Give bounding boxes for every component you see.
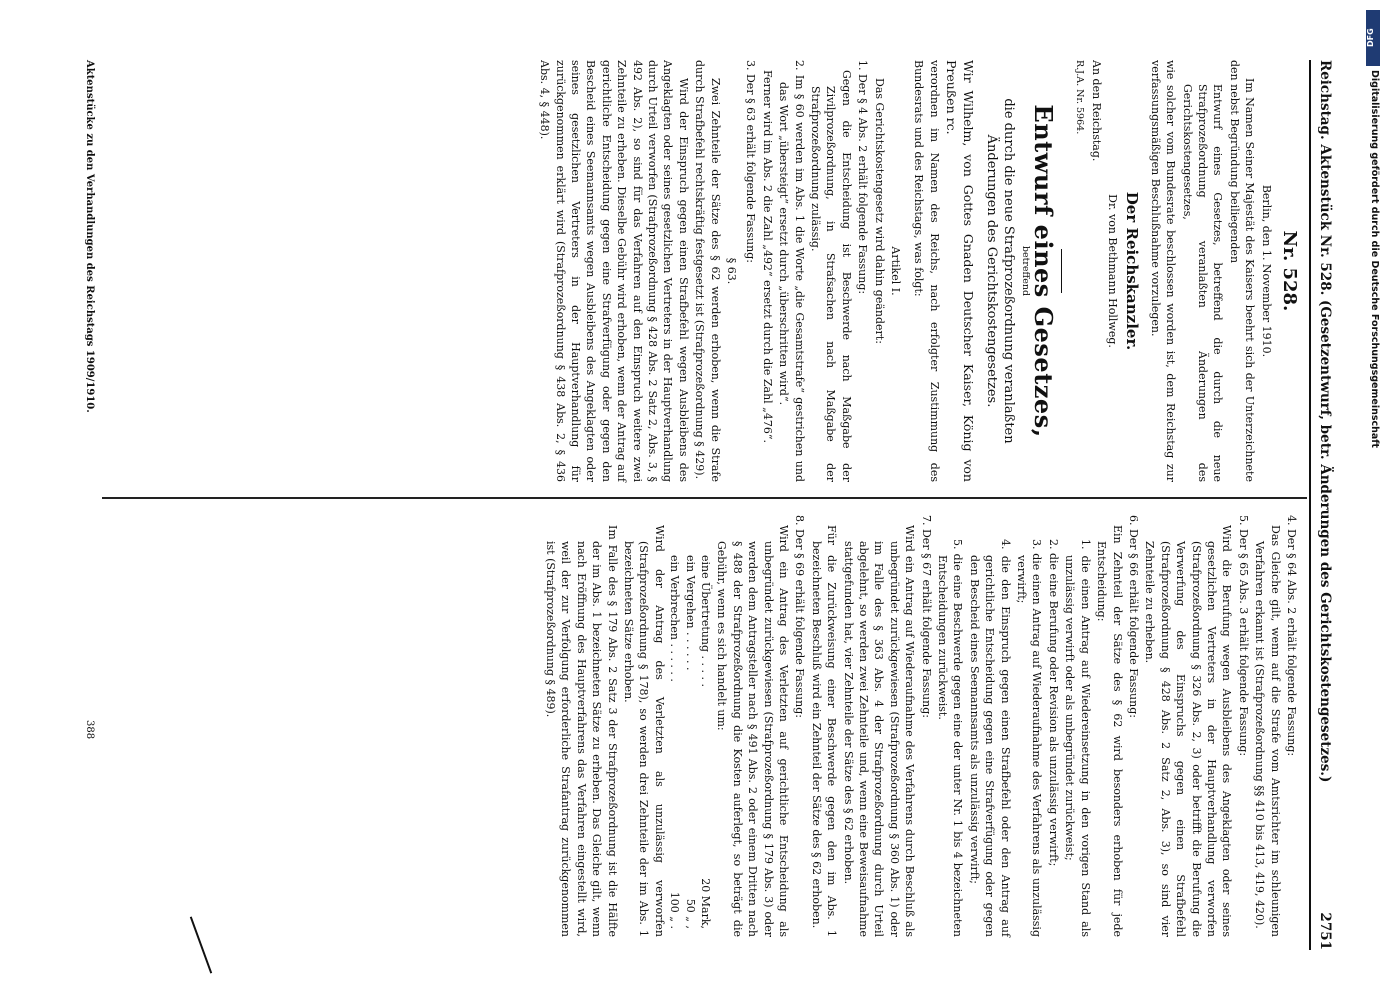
list-item: 3. Der § 63 erhält folgende Fassung: (744, 60, 758, 263)
fee-label: ein Verbrechen . . . . . . (668, 555, 682, 682)
left-column (536, 60, 1299, 482)
list-item: 1. die einen Antrag auf Wiedereinsetzung in den vorigen Stand als unzulässig verwirft oder als unbegründet zurückweist; (1063, 539, 1092, 937)
funding-credit: Digitalisierung gefördert durch die Deutsche Forschungsgemeinschaft (1369, 70, 1380, 448)
list-item: 5. Der § 65 Abs. 3 erhält folgende Fassung: (1236, 515, 1250, 757)
list-item: Das Gleiche gilt, wenn auf die Strafe vom Amtsrichter im schleunigen Verfahren erkannt ist (Strafprozeßordnung §§ 410 bis 413, 419, 420). (1253, 525, 1282, 937)
signature-title: Der Reichskanzler. (1123, 191, 1142, 351)
article-intro: Das Gerichtskostengesetz wird dahin geändert: (872, 78, 886, 344)
addressee: An den Reichstag. (1089, 60, 1103, 162)
list-item: Gegen die Entscheidung ist Beschwerde nach Maßgabe der Zivilprozeßordnung, in Strafsachen nach Maßgabe der Strafprozeßordnung zulässig. (809, 70, 853, 482)
signature-name: Dr. von Bethmann Hollweg. (1105, 194, 1119, 348)
list-item: Ferner wird im Abs. 2 die Zahl „492“ ersetzt durch die Zahl „476“. (760, 70, 774, 443)
list-item: 2. die eine Berufung oder Revision als unzulässig verwirft; (1046, 539, 1060, 867)
fee-row (682, 515, 697, 937)
page-code: 388 (84, 720, 95, 740)
fee-label: ein Vergehen . . . . . . (683, 555, 697, 671)
article-heading: Artikel I. (889, 246, 903, 296)
list-item: 1. Der § 4 Abs. 2 erhält folgende Fassung: (856, 60, 870, 295)
fee-row (667, 515, 682, 937)
page-number: 2751 (1317, 912, 1333, 950)
list-item: Wird der Antrag des Verletzten als unzulässig verworfen (Strafprozeßordnung § 178), so werden drei Zehnteile der im Abs. 1 bezeichneten Sätze erhoben. (621, 525, 666, 937)
intro-paragraph: Im Namen Seiner Majestät des Kaisers beehrt sich der Unterzeichnete den nebst Begründung beiliegenden (1227, 60, 1257, 482)
section-63-heading: § 63. (725, 257, 739, 285)
resolution-paragraph: wie solcher vom Bundesrate beschlossen worden ist, dem Reichstag zur verfassungsmäßigen Beschlußnahme vorzulegen. (1148, 60, 1178, 482)
fee-label: eine Übertretung . . . . . (698, 555, 712, 687)
list-item: Wird die Berufung wegen Ausbleibens des Angeklagten oder seines gesetzlichen Vertreters in der Hauptverhandlung verworfen (Strafprozeßordnung § 326 Abs. 2, 3) oder betrifft die Berufung die Verwerfung des Einspruchs gegen einen Strafbefehl (Strafprozeßordnung § 428 Abs. 2 Satz 2, Abs. 3), so sind vier Zehnteile zu erheben. (1143, 525, 1234, 937)
reference-number: R.J.A. Nr. 5964. (1074, 60, 1086, 135)
right-column (542, 515, 1300, 937)
fee-amount: 100 „ . (668, 891, 682, 929)
list-item: Für die Zurückweisung einer Beschwerde gegen den im Abs. 1 bezeichneten Beschluß wird ein Zehnteil der Sätze des § 62 erhoben. (809, 525, 839, 937)
list-item: 7. Der § 67 erhält folgende Fassung: (919, 515, 933, 718)
list-item: 4. die den Einspruch gegen einen Strafbefehl oder den Antrag auf gerichtliche Entscheidung gegen eine Strafverfügung oder gegen den Bescheid eines Seemannsamts als unzulässig verwirft; (967, 539, 1012, 937)
separator-rule (1061, 249, 1062, 293)
header-title: Reichstag. Aktenstück Nr. 528. (Gesetzentwurf, betr. Änderungen des Gerichtskostengesetzes.) (1317, 60, 1333, 783)
draft-title: Entwurf eines Gesetzes, betreffend die durch die neue Strafprozeßordnung veranlaßten Änderungen des Gerichtskostengesetzes, (1180, 84, 1225, 482)
column-divider (102, 497, 1307, 499)
section-63-paragraph-1: Zwei Zehnteile der Sätze des § 62 werden erhoben, wenn die Strafe durch Strafbefehl rechtskräftig festgesetzt ist (Strafprozeßordnung § 429). (693, 60, 722, 482)
list-item: 2. Im § 60 werden im Abs. 1 die Worte „die Gesamtstrafe“ gestrichen und das Wort „übersteigt“ ersetzt durch „überschritten wird“. (777, 60, 806, 482)
fee-row (698, 515, 713, 937)
list-item: 5. die eine Beschwerde gegen eine der unter Nr. 1 bis 4 bezeichneten Entscheidungen zurückweist. (936, 539, 965, 937)
dfg-logo: DFG (1366, 10, 1380, 66)
list-item: Wird ein Antrag des Verletzten auf gerichtliche Entscheidung als unbegründet zurückgewiesen (Strafprozeßordnung § 179 Abs. 3) oder werden dem Antragsteller nach § 491 Abs. 2 oder einem Dritten nach § 488 der Strafprozeßordnung die Kosten auferlegt, so beträgt die Gebühr, wenn es sich handelt um: (715, 525, 790, 937)
rotated-document-page (45, 60, 1335, 950)
section-63-paragraph-2: Wird der Einspruch gegen einen Strafbefehl wegen Ausbleibens des Angeklagten oder seines gesetzlichen Vertreters in der Hauptverhandlung durch Urteil verworfen (Strafprozeßordnung § 428 Abs. 2 Satz 2, Abs. 3, § 492 Abs. 2), so sind für das Verfahren auf den Einspruch weitere zwei Zehnteile zu erheben. Dieselbe Gebühr wird erhoben, wenn der Antrag auf gerichtliche Entscheidung gegen eine Strafverfügung oder gegen den Bescheid eines Seemannsamts wegen Ausbleibens des Angeklagten oder seines gesetzlichen Vertreters in der Hauptverhandlung für zurückgenommen erklärt wird (Strafprozeßordnung § 438 Abs. 2, § 436 Abs. 4, § 448). (538, 60, 690, 482)
preamble: Wir Wilhelm, von Gottes Gnaden Deutscher Kaiser, König von Preußen rc. (943, 60, 976, 482)
law-heading: Entwurf eines Gesetzes, (1028, 104, 1058, 438)
list-item: Im Falle des § 179 Abs. 2 Satz 3 der Strafprozeßordnung ist die Hälfte der im Abs. 1 bezeichneten Sätze zu erheben. Das Gleiche gilt, wenn nach Eröffnung des Hauptverfahrens das Verfahren eingestellt wird, weil der zur Verfolgung erforderliche Strafantrag zurückgenommen ist (Strafprozeßordnung § 489). (543, 525, 619, 937)
list-item: 4. Der § 64 Abs. 2 erhält folgende Fassung: (1285, 515, 1298, 757)
list-item: Wird ein Antrag auf Wiederaufnahme des Verfahrens durch Beschluß als unbegründet zurückgewiesen (Strafprozeßordnung § 360 Abs. 1) oder im Falle des § 363 Abs. 4 der Strafprozeßordnung durch Urteil abgelehnt, so werden zwei Zehnteile und, wenn eine Beweisaufnahme stattgefunden hat, vier Zehnteile der Sätze des § 62 erhoben. (841, 525, 917, 937)
running-header (1313, 60, 1335, 950)
date-line: Berlin, den 1. November 1910. (1259, 184, 1273, 358)
fee-amount: 50 „ , (683, 898, 697, 929)
document-number: Nr. 528. (1279, 230, 1300, 312)
law-subject: die durch die neue Strafprozeßordnung veranlaßten Änderungen des Gerichtskostengesetzes. (983, 98, 1016, 444)
header-rule (1309, 60, 1311, 950)
law-betreffend: betreffend (1020, 245, 1032, 297)
footer-note: Aktenstücke zu den Verhandlungen des Reichstags 1909/1910. (84, 60, 95, 413)
list-item: 8. Der § 69 erhält folgende Fassung: (793, 515, 807, 718)
enactment-clause: verordnen im Namen des Reichs, nach erfolgter Zustimmung des Bundesrats und des Reichstags, was folgt: (912, 60, 941, 482)
list-item: 3. die einen Antrag auf Wiederaufnahme des Verfahrens als unzulässig verwirft; (1015, 539, 1044, 937)
list-item: Ein Zehnteil der Sätze des § 62 wird besonders erhoben für jede Entscheidung: (1095, 525, 1124, 937)
list-item: 6. Der § 66 erhält folgende Fassung: (1126, 515, 1140, 718)
fee-amount: 20 Mark, (698, 878, 712, 929)
